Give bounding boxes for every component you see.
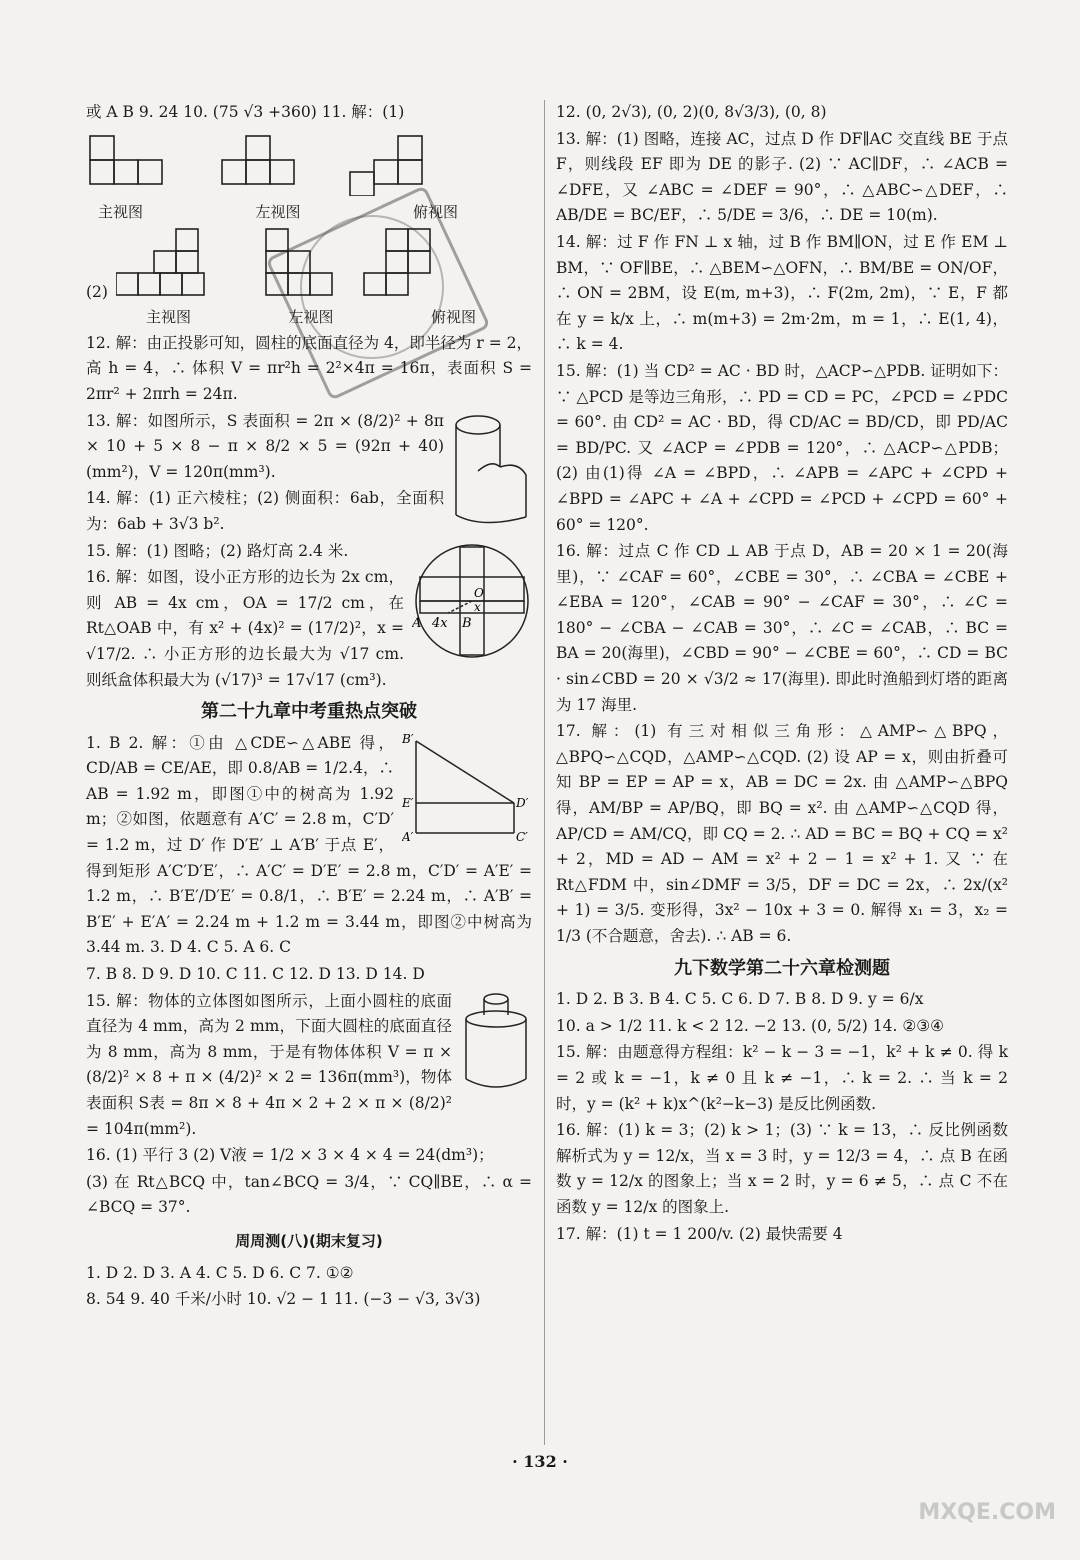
answer-line: 12. 解：由正投影可知，圆柱的底面直径为 4，即半径为 r = 2，高 h = 4，∴ 体积 V = πr²h = 2²×4π = 16π，表面积 S = 2πr² + 2πrh = 24π. (86, 333, 532, 403)
answer-line: 15. 解：由题意得方程组：k² − k − 3 = −1，k² + k ≠ 0. 得 k = 2 或 k = −1，k ≠ 0 且 k ≠ −1，∴ k = 2. ∴ 当 k = 2 时，y = (k² + k)x^(k²−k−3) 是反比例函数. (556, 1043, 1008, 1113)
answer-line: 17. 解：(1) t = 1 200/v. (2) 最快需要 4 (556, 1224, 843, 1243)
answer-line: 16. (1) 平行 3 (2) V液 = 1/2 × 3 × 4 × 4 = 24(dm³)； (86, 1146, 494, 1165)
answer-line: 16. 解：(1) k = 3；(2) k > 1；(3) ∵ k = 13，∴ 反比例函数解析式为 y = 12/x，当 x = 3 时，y = 12/3 = 4，∴ 点 B 在函数 y = 12/x 的图象上；当 x = 2 时，y = 6 ≠ 5，∴ 点 C 不在函数 y = 12/x 的图象上. (556, 1121, 1008, 1216)
right-column (556, 100, 1008, 1248)
left-column (86, 100, 532, 1314)
fig-label: 4x (432, 615, 448, 631)
answer-line: 7. B 8. D 9. D 10. C 11. C 12. D 13. D 14. D (86, 965, 425, 984)
answer-line: 15. 解：(1) 当 CD² = AC · BD 时，△ACP∽△PDB. 证明如下：∵ △PCD 是等边三角形，∴ PD = CD = PC，∠PCD = ∠PDC = 60°. 由 CD² = AC · BD，得 CD/AC = BD/CD，即 PD/AC = BD/PC. 又 ∠ACP = ∠PDB = 120°，∴ △ACP∽△PDB；(2) 由(1)得 ∠A = ∠BPD，∴ ∠APB = ∠APC + ∠CPD + ∠BPD = ∠APC + ∠A + ∠CPD = ∠PCD + ∠CPD = 60° + 60° = 120°. (556, 361, 1008, 534)
fig-label: O (474, 585, 484, 600)
fig-label: B′ (402, 732, 414, 746)
view-label: 俯视图 (412, 202, 458, 221)
fig-label: D′ (516, 795, 529, 810)
answer-line: 17. 解：(1) 有三对相似三角形：△AMP∽△BPQ，△BPQ∽△CQD，△AMP∽△CQD. (2) 设 AP = x，则由折叠可知 BP = EP = AP = x，AB = DC = 2x. 由 △AMP∽△BPQ 得，AM/BP = AP/BQ，即 BQ = x². 由 △AMP∽△CQD 得，AP/CD = AM/CQ，即 CQ = 2. ∴ AD = BC = BQ + CQ = x² + 2，MD = AD − AM = x² + 2 − 1 = x² + 1. 又 ∵ 在 Rt△FDM 中，sin∠DMF = 3/5，DF = DC = 2x，∴ 2x/(x² + 1) = 3/5. 变形得，3x² − 10x + 3 = 0. 解得 x₁ = 3，x₂ = 1/3 (不合题意，舍去). ∴ AB = 6. (556, 722, 1008, 945)
section-heading: 周周测(八)(期末复习) (235, 1231, 383, 1250)
view-label: 左视图 (255, 202, 301, 221)
answer-line: 14. 解：过 F 作 FN ⊥ x 轴，过 B 作 BM∥ON，过 E 作 EM ⊥ BM，∵ OF∥BE，∴ △BEM∽△OFN，∴ BM/BE = ON/OF，∴ ON = 2BM，设 E(m, m+3)，∴ F(2m, 2m)，∵ E，F 都在 y = k/x 上，∴ m(m+3) = 2m·2m，m = 1，∴ E(1, 4)，∴ k = 4. (556, 232, 1008, 354)
answer-line: (3) 在 Rt△BCQ 中，tan∠BCQ = 3/4，∵ CQ∥BE，∴ α = ∠BCQ = 37°. (86, 1172, 532, 1217)
answer-line: 或 A B 9. 24 10. (75 √3 +360) 11. 解：(1) (86, 103, 405, 121)
answer-line: 10. a > 1/2 11. k < 2 12. −2 13. (0, 5/2) 14. ②③④ (556, 1016, 945, 1035)
view-label: 主视图 (146, 308, 192, 327)
views-row-2 (86, 225, 532, 305)
sub-label: (2) (86, 282, 108, 301)
watermark: MXQE.COM (918, 1500, 1056, 1525)
answer-line: 16. 解：如图，设小正方形的边长为 2x cm，则 AB = 4x cm，OA = 17/2 cm，在 Rt△OAB 中，有 x² + (4x)² = (17/2)²，x = √17/2. ∴ 小正方形的边长最大为 √17 cm. 则纸盒体积最大为 (√17)³ = 17√17 (cm³). (86, 568, 404, 689)
view-label: 左视图 (288, 308, 334, 327)
answer-line: 8. 54 9. 40 千米/小时 10. √2 − 1 11. (−3 − √3, 3√3) (86, 1290, 481, 1309)
answer-line: 16. 解：过点 C 作 CD ⊥ AB 于点 D，AB = 20 × 1 = 20(海里)，∵ ∠CAF = 60°，∠CBE = 30°，∴ ∠CBA = ∠CBE + ∠EBA = 120°，∠CAB = 90° − ∠CAF = 30°，∴ ∠C = 180° − ∠CBA − ∠CAB = 30°，∴ ∠C = ∠CAB，∴ BC = BA = 20(海里)，∠CBD = 90° − ∠CBE = 60°，∴ CD = BC · sin∠CBD = 20 × √3/2 ≈ 17(海里). 即此时渔船到灯塔的距离为 17 海里. (556, 542, 1008, 714)
fig-label: C′ (516, 829, 528, 843)
section-heading: 第二十九章中考重热点突破 (201, 701, 417, 723)
page-number: · 132 · (512, 1452, 568, 1471)
answer-line: 1. B 2. 解：①由 △CDE∽△ABE 得，CD/AB = CE/AE，即 0.8/AB = 1/2.4，∴ AB = 1.92 m，即图①中的树高为 1.92 m；②如图，依题意有 A′C′ = 2.8 m，C′D′ = 1.2 m，过 D′ 作 D′E′ ⊥ A′B′ 于点 E′，得到矩形 A′C′D′E′，∴ A′C′ = D′E′ = 2.8 m，C′D′ = A′E′ = 1.2 m，∴ B′E′/D′E′ = 0.8/1，∴ B′E′ = 2.24 m，∴ A′B′ = B′E′ + E′A′ = 2.24 m + 1.2 m = 3.44 m，即图②中树高为 3.44 m. 3. D 4. C 5. A 6. C (86, 733, 532, 957)
answer-line: 13. 解：(1) 图略，连接 AC，过点 D 作 DF∥AC 交直线 BE 于点 F，则线段 EF 即为 DE 的影子. (2) ∵ AC∥DF，∴ ∠ACB = ∠DFE，又 ∠ABC = ∠DEF = 90°，∴ △ABC∽△DEF，∴ AB/DE = BC/EF，∴ 5/DE = 3/6，∴ DE = 10(m). (556, 129, 1008, 225)
section-heading: 九下数学第二十六章检测题 (674, 957, 890, 979)
answer-line: 1. D 2. D 3. A 4. C 5. D 6. C 7. ①② (86, 1263, 354, 1282)
view-label: 主视图 (98, 202, 144, 221)
answer-line: 15. 解：物体的立体图如图所示，上面小圆柱的底面直径为 4 mm，高为 2 mm，下面大圆柱的底面直径为 8 mm，高为 8 mm，于是有物体体积 V = π × (8/2)² × 8 + π × (4/2)² × 2 = 136π(mm³)，物体表面积 S表 = 8π × 8 + 4π × 2 + 2 × π × (8/2)² = 104π(mm²). (86, 991, 452, 1138)
answer-line: 12. (0, 2√3), (0, 2)(0, 8√3/3), (0, 8) (556, 103, 827, 121)
circle-net-figure (412, 541, 532, 661)
cylinder-notch-figure (452, 411, 532, 531)
view-label: 俯视图 (430, 308, 476, 327)
fig-label: A (412, 615, 422, 631)
view-labels-2 (146, 305, 476, 331)
fig-label: x (474, 599, 481, 614)
stacked-cylinder-figure (460, 991, 532, 1091)
fig-label: A′ (402, 829, 414, 843)
tree-shadow-figure (402, 733, 532, 843)
answer-line: 14. 解：(1) 正六棱柱；(2) 侧面积：6ab，全面积为：6ab + 3√3 b². (86, 489, 444, 533)
fig-label: B (462, 615, 472, 631)
three-views-figure-2 (116, 225, 476, 305)
view-labels-1 (98, 200, 458, 226)
answer-line: 13. 解：如图所示，S 表面积 = 2π × (8/2)² + 8π × 10 + 5 × 8 − π × 8/2 × 5 = (92π + 40)(mm²)，V = 120π(mm³). (86, 411, 444, 481)
answer-line: 1. D 2. B 3. B 4. C 5. C 6. D 7. B 8. D 9. y = 6/x (556, 990, 924, 1009)
column-divider (544, 100, 545, 1445)
fig-label: E′ (402, 795, 414, 810)
three-views-figure-1 (86, 130, 506, 196)
answer-line: 15. 解：(1) 图略；(2) 路灯高 2.4 米. (86, 541, 349, 560)
